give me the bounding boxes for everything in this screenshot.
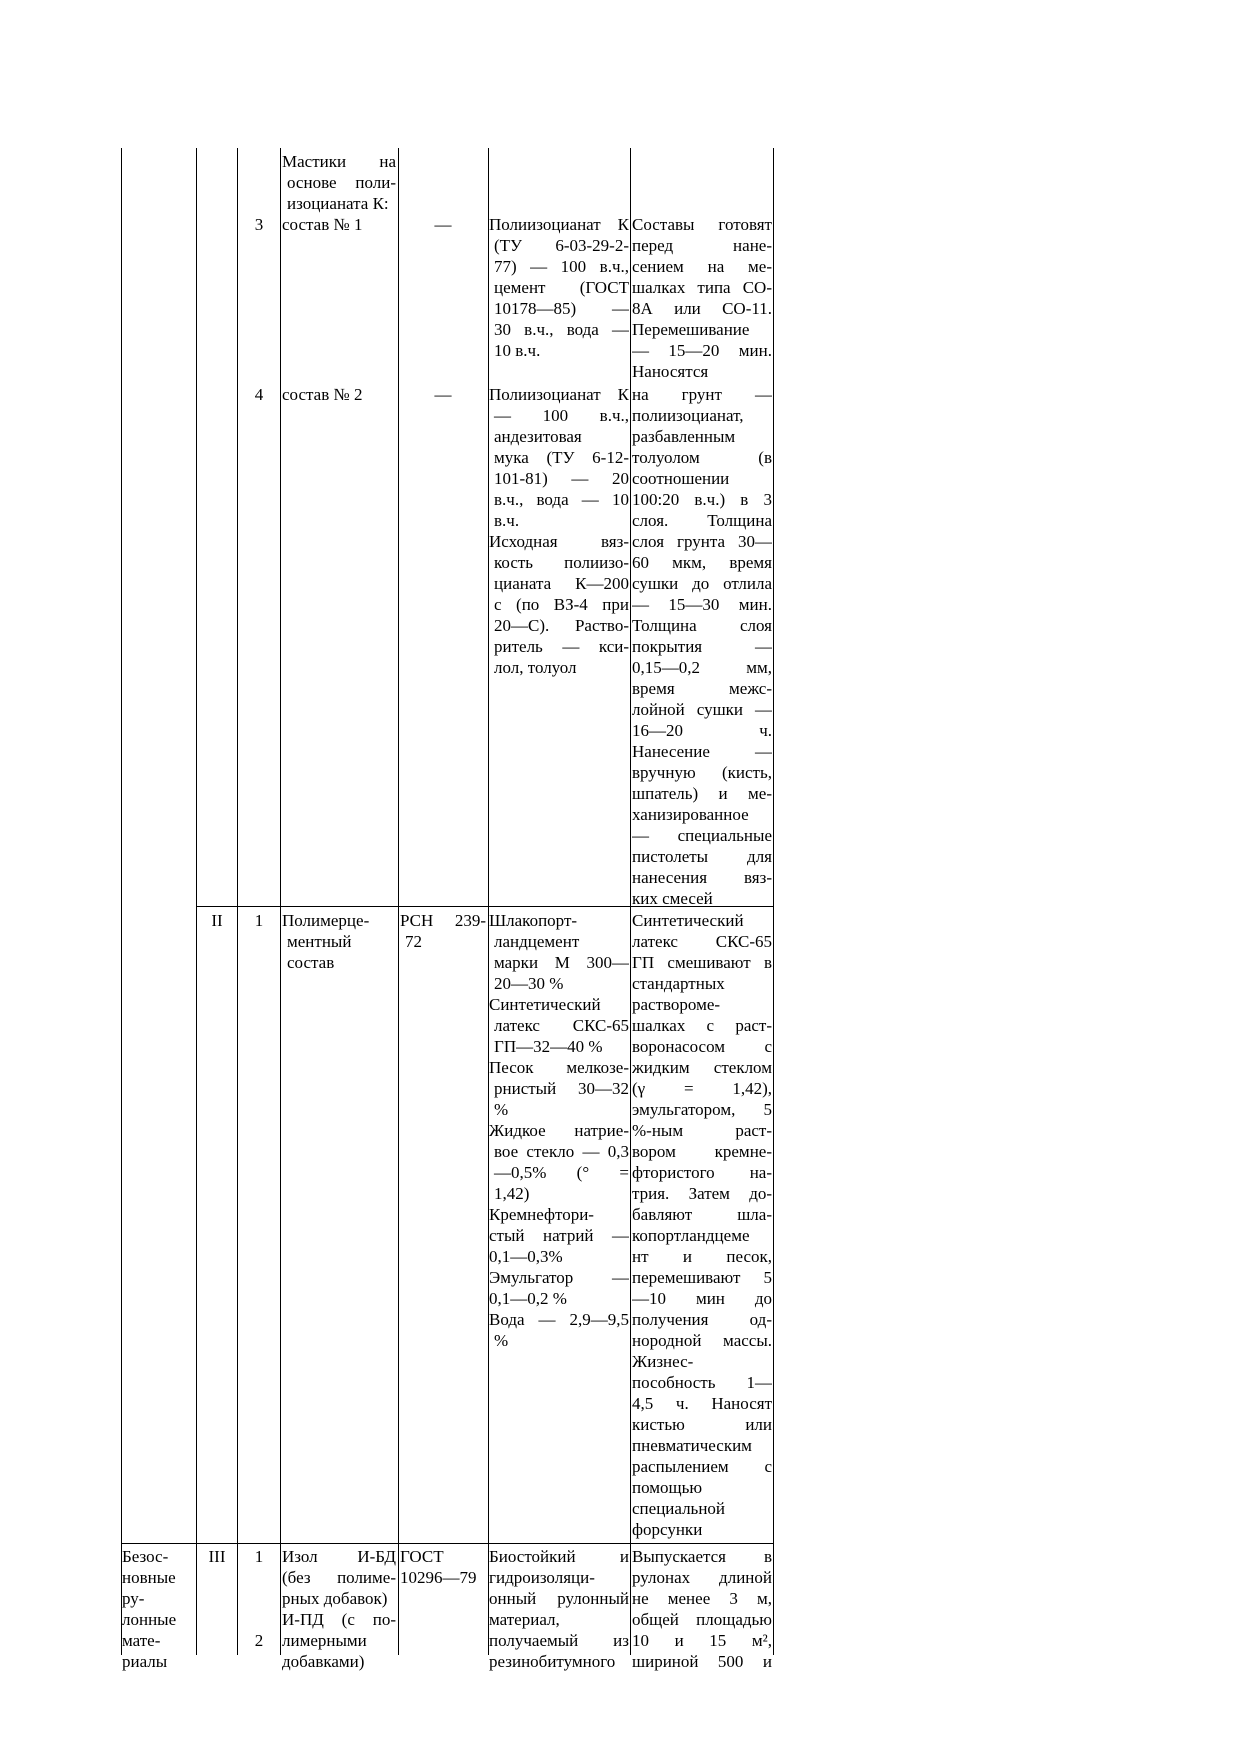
text-line: помощью bbox=[632, 1478, 703, 1497]
text-line: пневматическим bbox=[632, 1436, 752, 1455]
text-line: ритель — кси- bbox=[494, 637, 629, 656]
row-II-category: II bbox=[211, 911, 223, 930]
text-line: — специальные bbox=[632, 826, 772, 845]
text-line: марки М 300— bbox=[494, 953, 629, 972]
text-line: Вода — 2,9—9,5 bbox=[489, 1310, 629, 1329]
text-line: лонные bbox=[122, 1610, 177, 1629]
text-line: получаемый из bbox=[489, 1631, 629, 1650]
row-separator-2 bbox=[121, 1543, 774, 1544]
text-line: основе поли- bbox=[287, 173, 396, 192]
text-line: цианата К—200 bbox=[494, 574, 629, 593]
text-line: Составы готовят bbox=[632, 215, 772, 234]
text-line: нородной массы. bbox=[632, 1331, 772, 1350]
text-line: рных добавок) bbox=[282, 1589, 388, 1608]
text-line: материал, bbox=[489, 1610, 560, 1629]
text-line: специальной bbox=[632, 1499, 726, 1518]
text-line: Полимерце- bbox=[282, 911, 370, 930]
text-line: 10 в.ч. bbox=[494, 341, 541, 360]
row-3-notes bbox=[632, 214, 772, 382]
text-line: —0,5% (° = bbox=[494, 1163, 629, 1182]
text-line: 10296—79 bbox=[400, 1568, 477, 1587]
text-line: Мастики на bbox=[282, 152, 396, 171]
text-line: 1,42) bbox=[494, 1184, 530, 1203]
text-line: 4,5 ч. Наносят bbox=[632, 1394, 772, 1413]
text-line: слоя грунта 30— bbox=[632, 532, 772, 551]
text-line: шпатель) и ме- bbox=[632, 784, 772, 803]
text-line: сушки до отлила bbox=[632, 574, 772, 593]
text-line: Наносятся bbox=[632, 362, 709, 381]
table-divider-1 bbox=[196, 148, 197, 1655]
text-line: перед нане- bbox=[632, 236, 772, 255]
text-line: латекс СКС-65 bbox=[494, 1016, 629, 1035]
row-4-standard: — bbox=[434, 385, 452, 404]
text-line: в.ч., вода — 10 bbox=[494, 490, 629, 509]
text-line: Изол И-БД bbox=[282, 1547, 396, 1566]
text-line: кость полиизо- bbox=[494, 553, 629, 572]
text-line: шириной 500 и bbox=[632, 1652, 772, 1671]
text-line: ГОСТ bbox=[400, 1547, 444, 1566]
text-line: Жидкое натрие- bbox=[489, 1121, 629, 1140]
text-line: рнистый 30—32 bbox=[494, 1079, 629, 1098]
row-III-name bbox=[282, 1546, 396, 1672]
text-line: трия. Затем до- bbox=[632, 1184, 772, 1203]
text-line: Полиизоцианат К bbox=[489, 385, 629, 404]
text-line: % bbox=[494, 1331, 509, 1350]
text-line: 20—С). Раство- bbox=[494, 616, 629, 635]
text-line: андезитовая bbox=[494, 427, 582, 446]
table-divider-3 bbox=[280, 148, 281, 1655]
text-line: рулонах длиной bbox=[632, 1568, 772, 1587]
text-line: лимерными bbox=[282, 1631, 367, 1650]
text-line: 10 и 15 м², bbox=[632, 1631, 772, 1650]
text-line: стый натрий — bbox=[489, 1226, 629, 1245]
text-line: ханизированное bbox=[632, 805, 749, 824]
row-III-standard bbox=[400, 1546, 486, 1588]
text-line: Безос- bbox=[122, 1547, 169, 1566]
text-line: Шлакопорт- bbox=[489, 911, 578, 930]
text-line: нанесения вяз- bbox=[632, 868, 772, 887]
text-line: состав bbox=[287, 953, 335, 972]
text-line: жидким стеклом bbox=[632, 1058, 772, 1077]
text-line: кистью или bbox=[632, 1415, 772, 1434]
text-line: вручную (кисть, bbox=[632, 763, 772, 782]
table-border-right bbox=[773, 148, 774, 1655]
text-line: 72 bbox=[405, 932, 422, 951]
text-line: 0,1—0,3% bbox=[489, 1247, 563, 1266]
text-line: — 15—30 мин. bbox=[632, 595, 772, 614]
text-line: Выпускается в bbox=[632, 1547, 772, 1566]
text-line: 101-81) — 20 bbox=[494, 469, 629, 488]
text-line: Перемешивание bbox=[632, 320, 750, 339]
row-III-number-1: 1 bbox=[254, 1547, 264, 1566]
row-III-composition bbox=[489, 1546, 629, 1672]
text-line: гидроизоляци- bbox=[489, 1568, 595, 1587]
text-line: 8А или СО-11. bbox=[632, 299, 772, 318]
text-line: Биостойкий и bbox=[489, 1547, 629, 1566]
row-II-notes bbox=[632, 910, 772, 1540]
row-II-standard bbox=[400, 910, 486, 952]
table-divider-5 bbox=[488, 148, 489, 1655]
text-line: полиизоцианат, bbox=[632, 406, 744, 425]
text-line: общей площадью bbox=[632, 1610, 772, 1629]
text-line: Песок мелкозе- bbox=[489, 1058, 629, 1077]
text-line: лол, толуол bbox=[494, 658, 577, 677]
row-3-composition bbox=[489, 214, 629, 361]
text-line: ких смесей bbox=[632, 889, 713, 908]
text-line: риалы bbox=[122, 1652, 168, 1671]
text-line: соотношении bbox=[632, 469, 730, 488]
text-line: стандартных bbox=[632, 974, 725, 993]
text-line: Исходная вяз- bbox=[489, 532, 629, 551]
row-4-notes bbox=[632, 384, 772, 909]
table-divider-4 bbox=[398, 148, 399, 1655]
text-line: копортландцеме bbox=[632, 1226, 750, 1245]
row-3-number: 3 bbox=[254, 215, 264, 234]
text-line: Синтетический bbox=[632, 911, 744, 930]
text-line: эмульгатором, 5 bbox=[632, 1100, 772, 1119]
text-line: 77) — 100 в.ч., bbox=[494, 257, 629, 276]
text-line: % bbox=[494, 1100, 509, 1119]
text-line: (ТУ 6-03-29-2- bbox=[494, 236, 629, 255]
text-line: цемент (ГОСТ bbox=[494, 278, 629, 297]
text-line: ГП смешивают в bbox=[632, 953, 772, 972]
text-line: покрытия — bbox=[632, 637, 772, 656]
text-line: Синтетический bbox=[489, 995, 601, 1014]
table-divider-2 bbox=[237, 148, 238, 1655]
table-border-left bbox=[121, 148, 122, 1655]
text-line: пистолеты для bbox=[632, 847, 772, 866]
row-II-number: 1 bbox=[254, 911, 264, 930]
text-line: шалках типа СО- bbox=[632, 278, 772, 297]
text-line: вое стекло — 0,3 bbox=[494, 1142, 629, 1161]
row-III-category: III bbox=[208, 1547, 226, 1566]
text-line: 60 мкм, время bbox=[632, 553, 772, 572]
text-line: ру- bbox=[122, 1589, 145, 1608]
text-line: ГП—32—40 % bbox=[494, 1037, 603, 1056]
text-line: распылением с bbox=[632, 1457, 772, 1476]
text-line: Толщина слоя bbox=[632, 616, 772, 635]
text-line: 10178—85) — bbox=[494, 299, 629, 318]
text-line: в.ч. bbox=[494, 511, 520, 530]
text-line: онный рулонный bbox=[489, 1589, 629, 1608]
text-line: сением на ме- bbox=[632, 257, 772, 276]
text-line: новные bbox=[122, 1568, 176, 1587]
text-line: толуолом (в bbox=[632, 448, 772, 467]
text-line: пособность 1— bbox=[632, 1373, 772, 1392]
text-line: — 15—20 мин. bbox=[632, 341, 772, 360]
text-line: РСН 239- bbox=[400, 911, 486, 930]
text-line: И-ПД (с по- bbox=[282, 1610, 396, 1629]
text-line: раствороме- bbox=[632, 995, 721, 1014]
text-line: шалках с раст- bbox=[632, 1016, 772, 1035]
text-line: (без полиме- bbox=[282, 1568, 396, 1587]
text-line: форсунки bbox=[632, 1520, 703, 1539]
text-line: изоцианата К: bbox=[287, 194, 389, 213]
text-line: Кремнефтори- bbox=[489, 1205, 594, 1224]
row-4-number: 4 bbox=[254, 385, 264, 404]
text-line: ландцемент bbox=[494, 932, 580, 951]
row-III-material-group bbox=[122, 1546, 195, 1672]
row-III-number-2: 2 bbox=[254, 1631, 264, 1650]
row-4-name bbox=[282, 384, 396, 405]
text-line: состав № 1 bbox=[282, 215, 363, 234]
text-line: 100:20 в.ч.) в 3 bbox=[632, 490, 772, 509]
text-line: разбавленным bbox=[632, 427, 736, 446]
text-line: не менее 3 м, bbox=[632, 1589, 772, 1608]
text-line: фтористого на- bbox=[632, 1163, 772, 1182]
text-line: мате- bbox=[122, 1631, 161, 1650]
text-line: Жизнес- bbox=[632, 1352, 694, 1371]
text-line: с (по ВЗ-4 при bbox=[494, 595, 629, 614]
text-line: добавками) bbox=[282, 1652, 365, 1671]
text-line: резинобитумного bbox=[489, 1652, 616, 1671]
text-line: мука (ТУ 6-12- bbox=[494, 448, 629, 467]
text-line: лойной сушки — bbox=[632, 700, 772, 719]
text-line: на грунт — bbox=[632, 385, 772, 404]
text-line: Нанесение — bbox=[632, 742, 772, 761]
text-line: (γ = 1,42), bbox=[632, 1079, 772, 1098]
text-line: воронасосом с bbox=[632, 1037, 772, 1056]
text-line: перемешивают 5 bbox=[632, 1268, 772, 1287]
text-line: вором кремне- bbox=[632, 1142, 772, 1161]
row-II-composition bbox=[489, 910, 629, 1351]
row-3-name bbox=[282, 151, 396, 235]
text-line: 16—20 ч. bbox=[632, 721, 772, 740]
text-line: Эмульгатор — bbox=[489, 1268, 629, 1287]
text-line: время межс- bbox=[632, 679, 772, 698]
table-divider-6 bbox=[630, 148, 631, 1655]
row-4-composition bbox=[489, 384, 629, 678]
text-line: 0,1—0,2 % bbox=[489, 1289, 567, 1308]
text-line: 0,15—0,2 мм, bbox=[632, 658, 772, 677]
text-line: бавляют шла- bbox=[632, 1205, 772, 1224]
text-line: состав № 2 bbox=[282, 385, 363, 404]
text-line: латекс СКС-65 bbox=[632, 932, 772, 951]
text-line: —10 мин до bbox=[632, 1289, 772, 1308]
text-line: получения од- bbox=[632, 1310, 772, 1329]
text-line: — 100 в.ч., bbox=[494, 406, 629, 425]
text-line: ментный bbox=[287, 932, 352, 951]
row-III-notes bbox=[632, 1546, 772, 1672]
text-line: 20—30 % bbox=[494, 974, 564, 993]
row-3-standard: — bbox=[434, 215, 452, 234]
row-II-name bbox=[282, 910, 396, 973]
text-line: нт и песок, bbox=[632, 1247, 772, 1266]
text-line: слоя. Толщина bbox=[632, 511, 772, 530]
text-line: %-ным раст- bbox=[632, 1121, 772, 1140]
text-line: 30 в.ч., вода — bbox=[494, 320, 629, 339]
text-line: Полиизоцианат К bbox=[489, 215, 629, 234]
